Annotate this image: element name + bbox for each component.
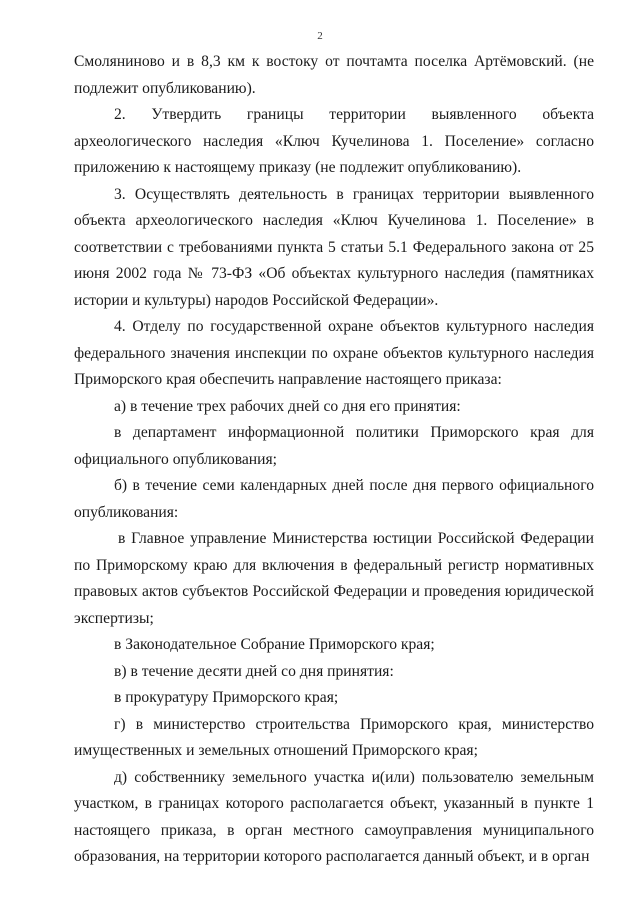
paragraph-subitem-g: г) в министерство строительства Приморского края, министерство имущественных и земельных отношений Приморского края;	[74, 715, 594, 759]
paragraph-subitem-v: в) в течение десяти дней со дня принятия:	[114, 662, 394, 680]
paragraph-recipient-press: в департамент информационной политики Приморского края для официального опубликования;	[74, 424, 594, 468]
paragraph-item-3: 3. Осуществлять деятельность в границах территории выявленного объекта археологического наследия «Ключ Кучелинова 1. Поселение» в соответствии с требованиями пункта 5 статьи 5.1 Федерального закона от 25 июня 2002 года № 73-ФЗ «Об объектах культурного наследия (памятниках истории и культуры) народов Российской Федерации».	[74, 185, 594, 309]
paragraph-subitem-b: б) в течение семи календарных дней после дня первого официального опубликования:	[74, 477, 594, 521]
paragraph-item-2: 2. Утвердить границы территории выявленного объекта археологического наследия «Ключ Кучелинова 1. Поселение» согласно приложению к настоящему приказу (не подлежит опубликованию).	[74, 106, 594, 176]
page-number: 2	[317, 30, 323, 42]
paragraph-continuation: Смолянинoвo и в 8,3 км к востоку от почтамта поселка Артёмовский. (не подлежит опубликованию).	[74, 53, 594, 97]
paragraph-recipient-justice: в Главное управление Министерства юстиции Российской Федерации по Приморскому краю для включения в федеральный регистр нормативных правовых актов субъектов Российской Федерации и проведения юридической экспертизы;	[74, 530, 594, 627]
paragraph-subitem-d: д) собственнику земельного участка и(или) пользователю земельным участком, в границах которого располагается объект, указанный в пункте 1 настоящего приказа, в орган местного самоуправления муниципального образования, на территории которого располагается данный объект, и в орган	[74, 768, 594, 865]
document-body	[74, 49, 594, 871]
paragraph-item-4: 4. Отделу по государственной охране объектов культурного наследия федерального значения инспекции по охране объектов культурного наследия Приморского края обеспечить направление настоящего приказа:	[74, 318, 594, 388]
paragraph-recipient-prosecutor: в прокуратуру Приморского края;	[114, 689, 339, 706]
paragraph-recipient-assembly: в Законодательное Собрание Приморского края;	[114, 636, 435, 653]
paragraph-subitem-a: а) в течение трех рабочих дней со дня его принятия:	[114, 397, 461, 415]
